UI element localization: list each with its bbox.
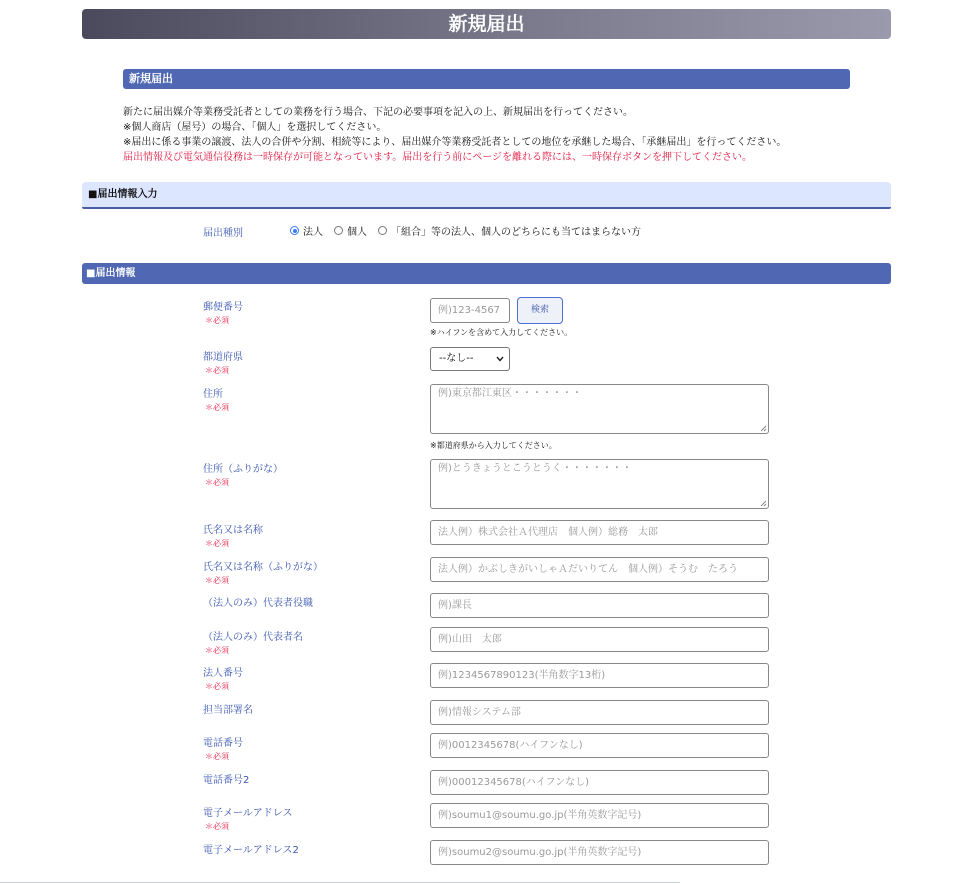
postal-note: ※ハイフンを含めて入力してください。 <box>430 328 573 337</box>
corp-number-label: 法人番号 <box>203 668 243 679</box>
intro-line-1: 新たに届出媒介等業務受託者としての業務を行う場合、下記の必要事項を記入の上、新規届出を行ってください。 <box>123 107 633 118</box>
filing-type-radio-group <box>290 223 652 238</box>
prefecture-required: ＊必須 <box>205 366 229 375</box>
intro-line-3: ※届出に係る事業の譲渡、法人の合併や分割、相続等により、届出媒介等業務受託者としての地位を承継した場合、「承継届出」を行ってください。 <box>123 137 787 148</box>
phone2-label: 電話番号2 <box>203 775 250 786</box>
address-kana-textarea[interactable] <box>430 459 769 509</box>
department-label: 担当部署名 <box>203 705 253 716</box>
name-label: 氏名又は名称 <box>203 525 263 536</box>
address-kana-placeholder: 例)とうきょうとこうとうく・・・・・・・ <box>438 463 632 474</box>
radio-button-corporation[interactable] <box>290 226 299 235</box>
phone-label: 電話番号 <box>203 738 243 749</box>
postal-label: 郵便番号 <box>203 302 243 313</box>
name-kana-label: 氏名又は名称（ふりがな） <box>203 562 323 573</box>
new-filing-section-header: 新規届出 <box>123 69 850 89</box>
phone-input[interactable]: 例)0012345678(ハイフンなし) <box>430 733 769 758</box>
rep-name-label: （法人のみ）代表者名 <box>203 632 303 643</box>
email2-input[interactable]: 例)soumu2@soumu.go.jp(半角英数字記号) <box>430 840 769 865</box>
rep-name-input[interactable]: 例)山田 太郎 <box>430 627 769 652</box>
prefecture-label: 都道府県 <box>203 352 243 363</box>
address-textarea[interactable] <box>430 384 769 434</box>
postal-required: ＊必須 <box>205 316 229 325</box>
phone2-input[interactable]: 例)00012345678(ハイフンなし) <box>430 770 769 795</box>
intro-line-2: ※個人商店（屋号）の場合、「個人」を選択してください。 <box>123 122 387 133</box>
postal-search-button[interactable]: 検索 <box>517 297 563 324</box>
radio-label-individual: 個人 <box>347 227 367 238</box>
corp-number-input[interactable]: 例)1234567890123(半角数字13桁) <box>430 663 769 688</box>
scroll-divider <box>0 882 680 883</box>
name-input[interactable]: 法人例）株式会社Ａ代理店 個人例）総務 太郎 <box>430 520 769 545</box>
resize-grip-icon[interactable] <box>760 500 767 507</box>
radio-button-individual[interactable] <box>334 226 343 235</box>
prefecture-select-value: --なし-- <box>439 353 474 364</box>
intro-warning: 届出情報及び電気通信役務は一時保存が可能となっています。届出を行う前にページを離れる際には、一時保存ボタンを押下してください。 <box>123 152 752 163</box>
rep-name-required: ＊必須 <box>205 646 229 655</box>
radio-label-corporation: 法人 <box>303 227 323 238</box>
postal-input[interactable]: 例)123-4567 <box>430 298 510 323</box>
department-input[interactable]: 例)情報システム部 <box>430 700 769 725</box>
address-required: ＊必須 <box>205 403 229 412</box>
address-kana-required: ＊必須 <box>205 478 229 487</box>
email2-label: 電子メールアドレス2 <box>203 845 299 856</box>
address-label: 住所 <box>203 389 223 400</box>
filing-type-label: 届出種別 <box>203 228 243 239</box>
radio-other[interactable] <box>378 223 641 238</box>
rep-title-label: （法人のみ）代表者役職 <box>203 598 313 609</box>
radio-label-other: 「組合」等の法人、個人のどちらにも当てはまらない方 <box>391 227 641 238</box>
email-label: 電子メールアドレス <box>203 808 293 819</box>
intro-text <box>123 105 786 165</box>
radio-corporation[interactable] <box>290 223 323 238</box>
address-note: ※都道府県から入力してください。 <box>430 441 557 450</box>
name-kana-required: ＊必須 <box>205 576 229 585</box>
resize-grip-icon[interactable] <box>760 425 767 432</box>
email-required: ＊必須 <box>205 822 229 831</box>
input-section-header: ■届出情報入力 <box>82 182 891 209</box>
radio-button-other[interactable] <box>378 226 387 235</box>
email-input[interactable]: 例)soumu1@soumu.go.jp(半角英数字記号) <box>430 803 769 828</box>
phone-required: ＊必須 <box>205 752 229 761</box>
prefecture-select[interactable] <box>430 347 510 371</box>
info-section-header: ■届出情報 <box>82 263 891 284</box>
address-kana-label: 住所（ふりがな） <box>203 464 283 475</box>
address-placeholder: 例)東京都江東区・・・・・・・ <box>438 388 582 399</box>
rep-title-input[interactable]: 例)課長 <box>430 593 769 618</box>
corp-number-required: ＊必須 <box>205 682 229 691</box>
page-title: 新規届出 <box>82 9 891 39</box>
name-required: ＊必須 <box>205 539 229 548</box>
radio-individual[interactable] <box>334 223 367 238</box>
name-kana-input[interactable]: 法人例）かぶしきがいしゃＡだいりてん 個人例）そうむ たろう <box>430 557 769 582</box>
chevron-down-icon <box>496 356 504 362</box>
